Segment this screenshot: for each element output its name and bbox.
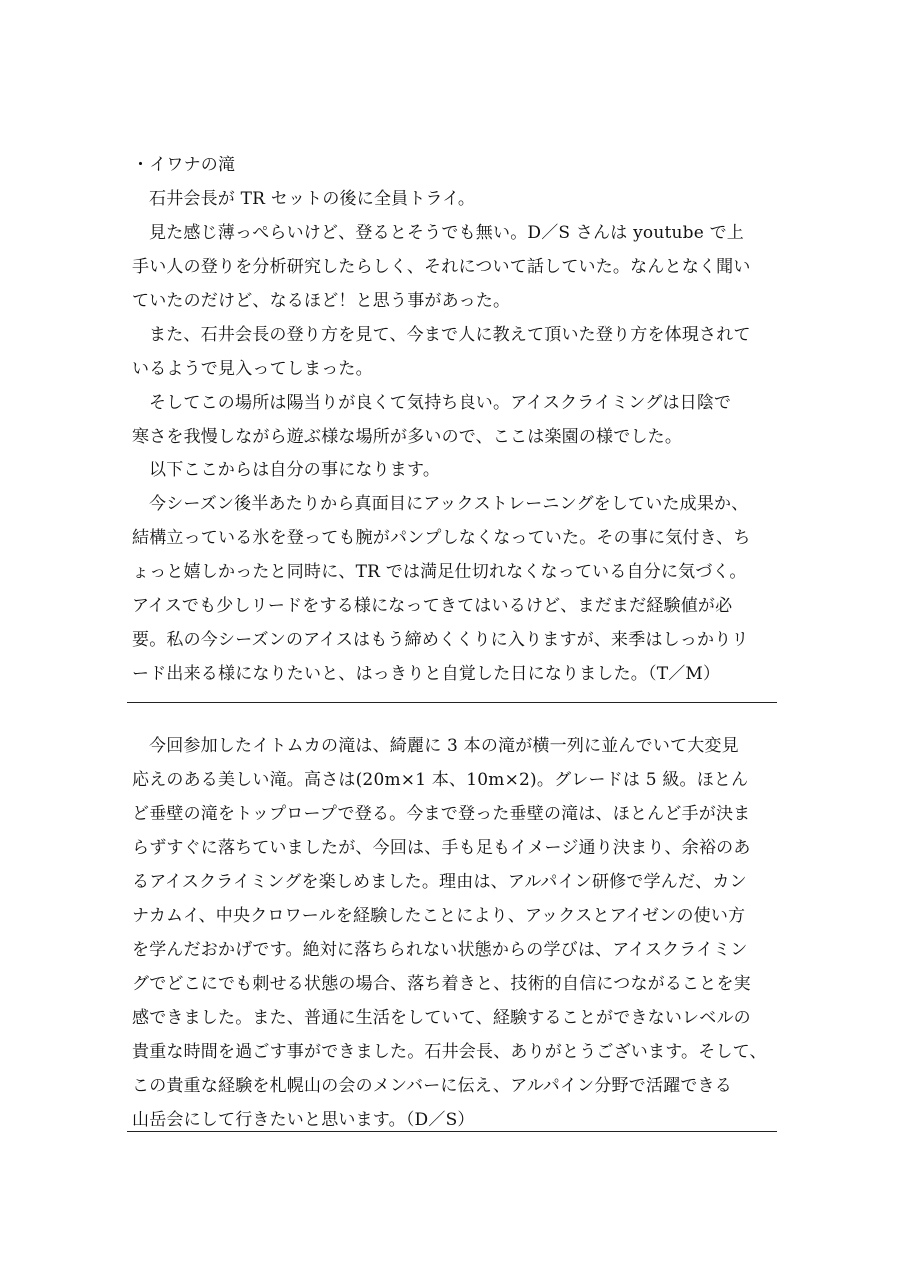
paragraph-line: 寒さを我慢しながら遊ぶ様な場所が多いので、ここは楽園の様でした。	[132, 427, 683, 447]
section-divider	[127, 1131, 777, 1132]
paragraph-line: るアイスクライミングを楽しめました。理由は、アルパイン研修で学んだ、カン	[132, 872, 747, 892]
paragraph-line: 石井会長が TR セットの後に全員トライ。	[149, 189, 476, 209]
paragraph-line: また、石井会長の登り方を見て、今まで人に教えて頂いた登り方を体現されて	[149, 325, 751, 345]
section-divider	[127, 702, 777, 703]
section-heading: ・イワナの滝	[132, 155, 236, 175]
paragraph-line: 今シーズン後半あたりから真面目にアックストレーニングをしていた成果か、	[149, 494, 749, 514]
paragraph-line: 結構立っている氷を登っても腕がパンプしなくなっていた。その事に気付き、ち	[132, 528, 751, 548]
paragraph-line: を学んだおかげです。絶対に落ちられない状態からの学びは、アイスクライミン	[132, 940, 748, 960]
paragraph-line: 山岳会にして行きたいと思います。（D／S）	[132, 1110, 475, 1130]
section-itomuka-falls	[132, 729, 780, 1137]
paragraph-line: そしてこの場所は陽当りが良くて気持ち良い。アイスクライミングは日陰で	[149, 393, 732, 413]
paragraph-line: この貴重な経験を札幌山の会のメンバーに伝え、アルパイン分野で活躍できる	[132, 1076, 732, 1096]
paragraph-line: ょっと嬉しかったと同時に、TR では満足仕切れなくなっている自分に気づく。	[132, 562, 747, 582]
paragraph-line: 今回参加したイトムカの滝は、綺麗に 3 本の滝が横一列に並んでいて大変見	[149, 736, 739, 756]
section-iwana-falls	[132, 148, 780, 454]
paragraph-line: グでどこにでも刺せる状態の場合、落ち着きと、技術的自信につながることを実	[132, 974, 751, 994]
paragraph-line: ナカムイ、中央クロワールを経験したことにより、アックスとアイゼンの使い方	[132, 906, 746, 926]
paragraph-line: ード出来る様になりたいと、はっきりと自覚した日になりました。（T／M）	[132, 664, 721, 684]
paragraph-line: いるようで見入ってしまった。	[132, 359, 373, 379]
paragraph-line: 感できました。また、普通に生活をしていて、経験することができないレベルの	[132, 1008, 751, 1028]
paragraph-line: 要。私の今シーズンのアイスはもう締めくくりに入りますが、来季はしっかりリ	[132, 630, 749, 650]
paragraph-line: らずすぐに落ちていましたが、今回は、手も足もイメージ通り決まり、余裕のあ	[132, 838, 751, 858]
paragraph-line: 貴重な時間を過ごす事ができました。石井会長、ありがとうございます。そして、	[132, 1042, 767, 1062]
paragraph-line: ど垂壁の滝をトップロープで登る。今まで登った垂壁の滝は、ほとんど手が決ま	[132, 804, 751, 824]
paragraph-line: 手い人の登りを分析研究したらしく、それについて話していた。なんとなく聞い	[132, 257, 751, 277]
paragraph-line: ていたのだけど、なるほど！と思う事があった。	[132, 291, 511, 311]
paragraph-line: アイスでも少しリードをする様になってきてはいるけど、まだまだ経験値が必	[132, 596, 733, 616]
paragraph-line: 以下ここからは自分の事になります。	[149, 460, 441, 480]
paragraph-line: 応えのある美しい滝。高さは(20m×1 本、10m×2)。グレードは 5 級。ほとん	[132, 770, 749, 790]
paragraph-line: 見た感じ薄っぺらいけど、登るとそうでも無い。D／S さんは youtube で上	[149, 223, 744, 243]
section-personal-reflection	[132, 453, 780, 691]
